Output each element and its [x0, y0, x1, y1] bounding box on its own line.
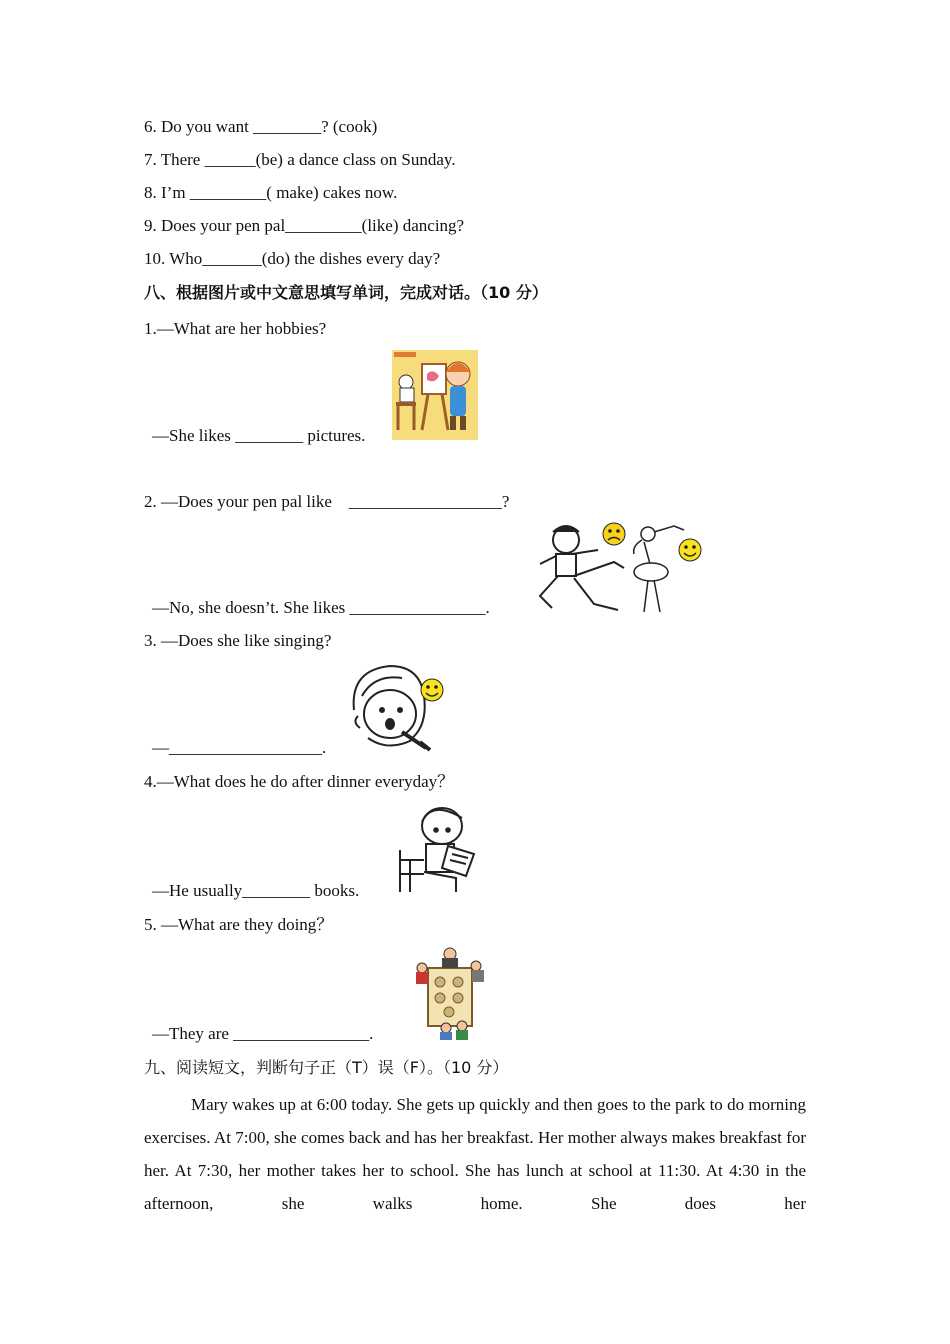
q1-answer: —She likes ________ pictures.	[152, 426, 366, 445]
sad-face-icon	[603, 523, 625, 545]
singing-girl-illustration	[348, 662, 448, 754]
exercise-6: 6. Do you want ________? (cook)	[144, 117, 378, 136]
painting-girl-illustration	[392, 350, 478, 440]
q1-question: 1.—What are her hobbies?	[144, 319, 327, 338]
q3-question: 3. —Does she like singing?	[144, 631, 332, 650]
exercise-10: 10. Who_______(do) the dishes every day?	[144, 249, 441, 268]
exercise-8: 8. I’m _________( make) cakes now.	[144, 183, 398, 202]
smiley-face-icon	[421, 679, 443, 701]
q4-question: 4.—What does he do after dinner everyday？	[144, 772, 455, 791]
exercise-9: 9. Does your pen pal_________(like) dancing?	[144, 216, 465, 235]
q5-question: 5. —What are they doing？	[144, 915, 334, 934]
q2-illustrations	[536, 520, 712, 616]
reading-boy-illustration	[396, 804, 482, 896]
smiley-face-icon	[679, 539, 701, 561]
q4-answer: —He usually________ books.	[152, 881, 360, 900]
ballet-girl-illustration	[634, 526, 684, 612]
passage-text: Mary wakes up at 6:00 today. She gets up quickly and then goes to the park to do morning exercises. At 7:00, she comes back and has her breakfast. Her mother always makes breakfast for her. At 7:30, her mother takes her to school. She has lunch at school at 11:30. At 4:30 in the afternoon, she walks home. She does her	[144, 1095, 806, 1213]
q3-answer: —__________________.	[152, 738, 327, 757]
family-dinner-illustration	[410, 946, 490, 1040]
exercise-7: 7. There ______(be) a dance class on Sunday.	[144, 150, 456, 169]
q2-question: 2. —Does your pen pal like __________________?	[144, 492, 510, 511]
section-8-heading: 八、根据图片或中文意思填写单词，完成对话。（10 分）	[144, 283, 548, 302]
q5-answer: —They are ________________.	[152, 1024, 374, 1043]
section-9-heading: 九、阅读短文，判断句子正（T）误（F）。（10 分）	[144, 1058, 509, 1077]
q2-answer: —No, she doesn’t. She likes ________________.	[152, 598, 490, 617]
reading-passage	[144, 1088, 806, 1220]
